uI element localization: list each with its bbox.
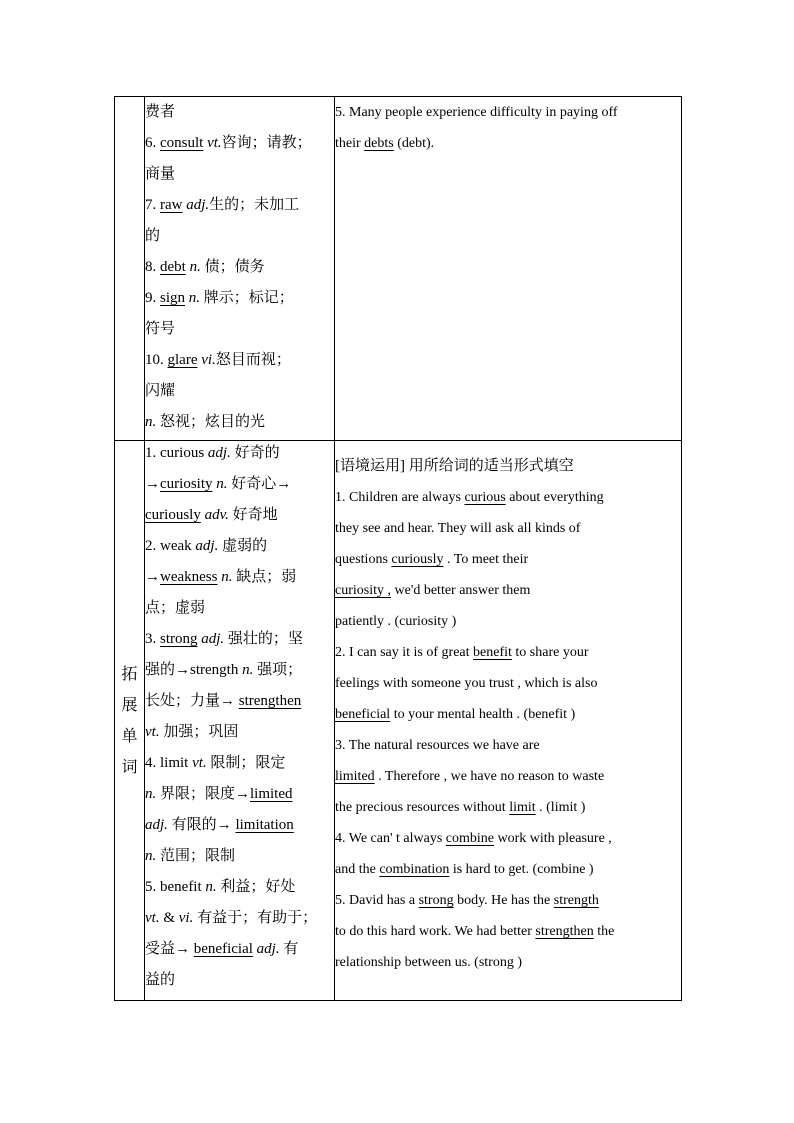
text-segment: 有益于；有助于； [193,910,318,926]
answer-blank: glare [167,352,198,368]
answer-blank: limit [509,800,536,815]
text-line [335,668,681,699]
text-segment: . (limit ) [535,800,586,815]
answer-blank: limited [250,786,293,802]
text-line [335,885,681,916]
text-line [335,699,681,730]
word-list [145,97,334,438]
text-line [145,624,334,655]
text-line [335,792,681,823]
answer-blank: debt [160,259,186,275]
text-segment: 9. [145,290,160,306]
exercise-cell [335,441,682,1001]
text-segment: the [593,924,615,939]
text-line [145,717,334,748]
text-segment: 好奇的 [230,445,280,461]
answer-blank: curiosity , [335,583,391,598]
text-segment: 1. Children are always [335,490,465,505]
text-line [145,593,334,624]
text-segment: → [145,569,160,585]
text-line [335,544,681,575]
text-segment: . To meet their [443,552,529,567]
text-segment: . Therefore , we have no reason to waste [374,769,605,784]
text-segment: relationship between us. (strong ) [335,955,523,970]
part-of-speech: n. [145,786,157,802]
text-segment: to share your [511,645,589,660]
part-of-speech: adj. [186,197,210,213]
exercise-cell [335,97,682,441]
text-segment: 2. weak [145,538,196,554]
text-segment: questions [335,552,392,567]
text-line [145,159,334,190]
text-segment: 3. [145,631,160,647]
answer-blank: strengthen [535,924,594,939]
text-segment: 有 [279,941,299,957]
text-segment: 3. The natural resources we have are [335,738,540,753]
part-of-speech: vi. [178,910,194,926]
text-segment: 怒目而视； [215,352,291,368]
text-segment: and the [335,862,380,877]
label-char: 拓 [121,665,138,683]
text-line [145,965,334,996]
text-segment: work with pleasure , [494,831,612,846]
text-segment: 好奇地 [228,507,278,523]
text-line [145,283,334,314]
text-segment: (debt). [393,136,435,151]
answer-blank: combination [379,862,450,877]
text-line [145,531,334,562]
answer-blank: weakness [160,569,218,585]
part-of-speech: vt. [145,724,160,740]
text-line [145,779,334,810]
text-segment: their [335,136,365,151]
text-segment: 利益；好处 [216,879,296,895]
part-of-speech: n. [205,879,217,895]
text-segment: body. He has the [453,893,554,908]
text-segment: 强壮的；坚 [224,631,303,647]
answer-blank: strong [418,893,454,908]
exercise-list [335,482,681,978]
section-label [115,441,145,1001]
text-segment: 5. David has a [335,893,419,908]
text-segment: feelings with someone you trust , which is also [335,676,598,691]
text-segment: patiently . (curiosity ) [335,614,457,629]
text-segment: 强项； [253,662,303,678]
text-segment: 加强；巩固 [159,724,239,740]
text-segment: 1. curious [145,445,208,461]
text-segment: 4. limit [145,755,193,771]
text-line [145,469,334,500]
text-segment: → [145,476,160,492]
part-of-speech: adj. [256,941,280,957]
text-segment: 6. [145,135,160,151]
text-segment: to your mental health . (benefit ) [390,707,576,722]
vocabulary-table [114,96,682,1001]
text-line [145,376,334,407]
text-line [145,314,334,345]
text-line [145,97,334,128]
table-row [115,97,682,441]
label-char: 单 [121,727,138,745]
text-segment: 强的→strength [145,662,243,678]
text-line [145,221,334,252]
text-segment: 好奇心→ [227,476,292,492]
text-segment: 界限；限度→ [156,786,251,802]
text-segment: 牌示；标记； [200,290,294,306]
label-char: 展 [121,696,138,714]
text-line [335,823,681,854]
word-list-cell [145,97,335,441]
text-segment: & [159,910,179,926]
text-line [145,500,334,531]
answer-blank: limitation [235,817,294,833]
table-row [115,441,682,1001]
text-line [335,606,681,637]
text-line [145,686,334,717]
answer-blank: consult [160,135,204,151]
text-segment: 商量 [145,166,176,182]
text-line [145,748,334,779]
text-segment: 益的 [145,972,176,988]
text-segment: 8. [145,259,160,275]
text-line [335,947,681,978]
text-segment: 受益→ [145,941,194,957]
text-line [335,97,681,128]
answer-blank: raw [160,197,183,213]
part-of-speech: vt. [145,910,160,926]
text-segment: 7. [145,197,160,213]
text-line [335,128,681,159]
text-line [145,407,334,438]
part-of-speech: adv. [204,507,229,523]
text-line [335,575,681,606]
text-segment: 闪耀 [145,383,176,399]
text-line [335,761,681,792]
text-segment: 符号 [145,321,176,337]
answer-blank: sign [160,290,186,306]
word-list-cell [145,441,335,1001]
text-segment: to do this hard work. We had better [335,924,536,939]
answer-blank: strong [160,631,198,647]
exercise-list [335,97,681,159]
answer-blank: combine [445,831,494,846]
text-segment: 2. I can say it is of great [335,645,474,660]
answer-blank: beneficial [193,941,253,957]
text-segment: 点；虚弱 [145,600,206,616]
part-of-speech: vi. [201,352,216,368]
answer-blank: debts [364,136,394,151]
text-line [145,190,334,221]
answer-blank: strengthen [238,693,302,709]
text-segment: 生的；未加工 [209,197,300,213]
text-segment: 缺点；弱 [232,569,297,585]
answer-blank: limited [335,769,375,784]
text-line [145,128,334,159]
text-segment: we'd better answer them [391,583,531,598]
text-segment: 范围；限制 [156,848,236,864]
part-of-speech: n. [145,848,157,864]
answer-blank: curiously [391,552,444,567]
text-segment: 虚弱的 [218,538,268,554]
part-of-speech: vt. [192,755,207,771]
answer-blank: curiously [145,507,201,523]
text-segment: is hard to get. (combine ) [449,862,594,877]
text-line [145,810,334,841]
part-of-speech: vt. [207,135,222,151]
text-segment: 的 [145,228,161,244]
answer-blank: curious [464,490,506,505]
answer-blank: beneficial [335,707,391,722]
text-line [335,916,681,947]
part-of-speech: n. [242,662,254,678]
part-of-speech: adj. [207,445,231,461]
text-segment: they see and hear. They will ask all kinds of [335,521,581,536]
part-of-speech: n. [221,569,233,585]
text-line [335,637,681,668]
text-segment: the precious resources without [335,800,510,815]
text-line [145,345,334,376]
text-line [335,513,681,544]
label-char: 词 [121,758,138,776]
part-of-speech: adj. [195,538,219,554]
text-segment: 怒视；炫目的光 [156,414,266,430]
text-line [145,903,334,934]
part-of-speech: n. [189,259,201,275]
text-line [335,482,681,513]
text-line [145,438,334,469]
part-of-speech: n. [216,476,228,492]
text-segment: 咨询；请教； [221,135,312,151]
text-line [145,562,334,593]
part-of-speech: adj. [145,817,168,833]
text-segment: 5. Many people experience difficulty in paying off [335,105,618,120]
word-list [145,438,334,996]
text-segment: about everything [505,490,604,505]
part-of-speech: n. [145,414,157,430]
text-segment: 5. benefit [145,879,206,895]
part-of-speech: n. [188,290,201,306]
text-line [145,872,334,903]
text-segment: 限制；限定 [206,755,286,771]
text-segment: 10. [145,352,168,368]
text-segment: 有限的→ [167,817,236,833]
text-segment: 债；债务 [200,259,265,275]
part-of-speech: adj. [201,631,225,647]
text-line [335,854,681,885]
answer-blank: benefit [473,645,512,660]
text-segment: 4. We can' t always [335,831,446,846]
exercise-header: [语境运用] 用所给词的适当形式填空 [335,458,574,474]
text-line [335,730,681,761]
text-segment: 长处；力量→ [145,693,239,709]
text-line [145,252,334,283]
text-segment: 费者 [145,104,176,120]
text-line [145,841,334,872]
answer-blank: curiosity [160,476,213,492]
text-line [145,655,334,686]
text-line [145,934,334,965]
label-cell-empty [115,97,145,441]
answer-blank: strength [553,893,599,908]
